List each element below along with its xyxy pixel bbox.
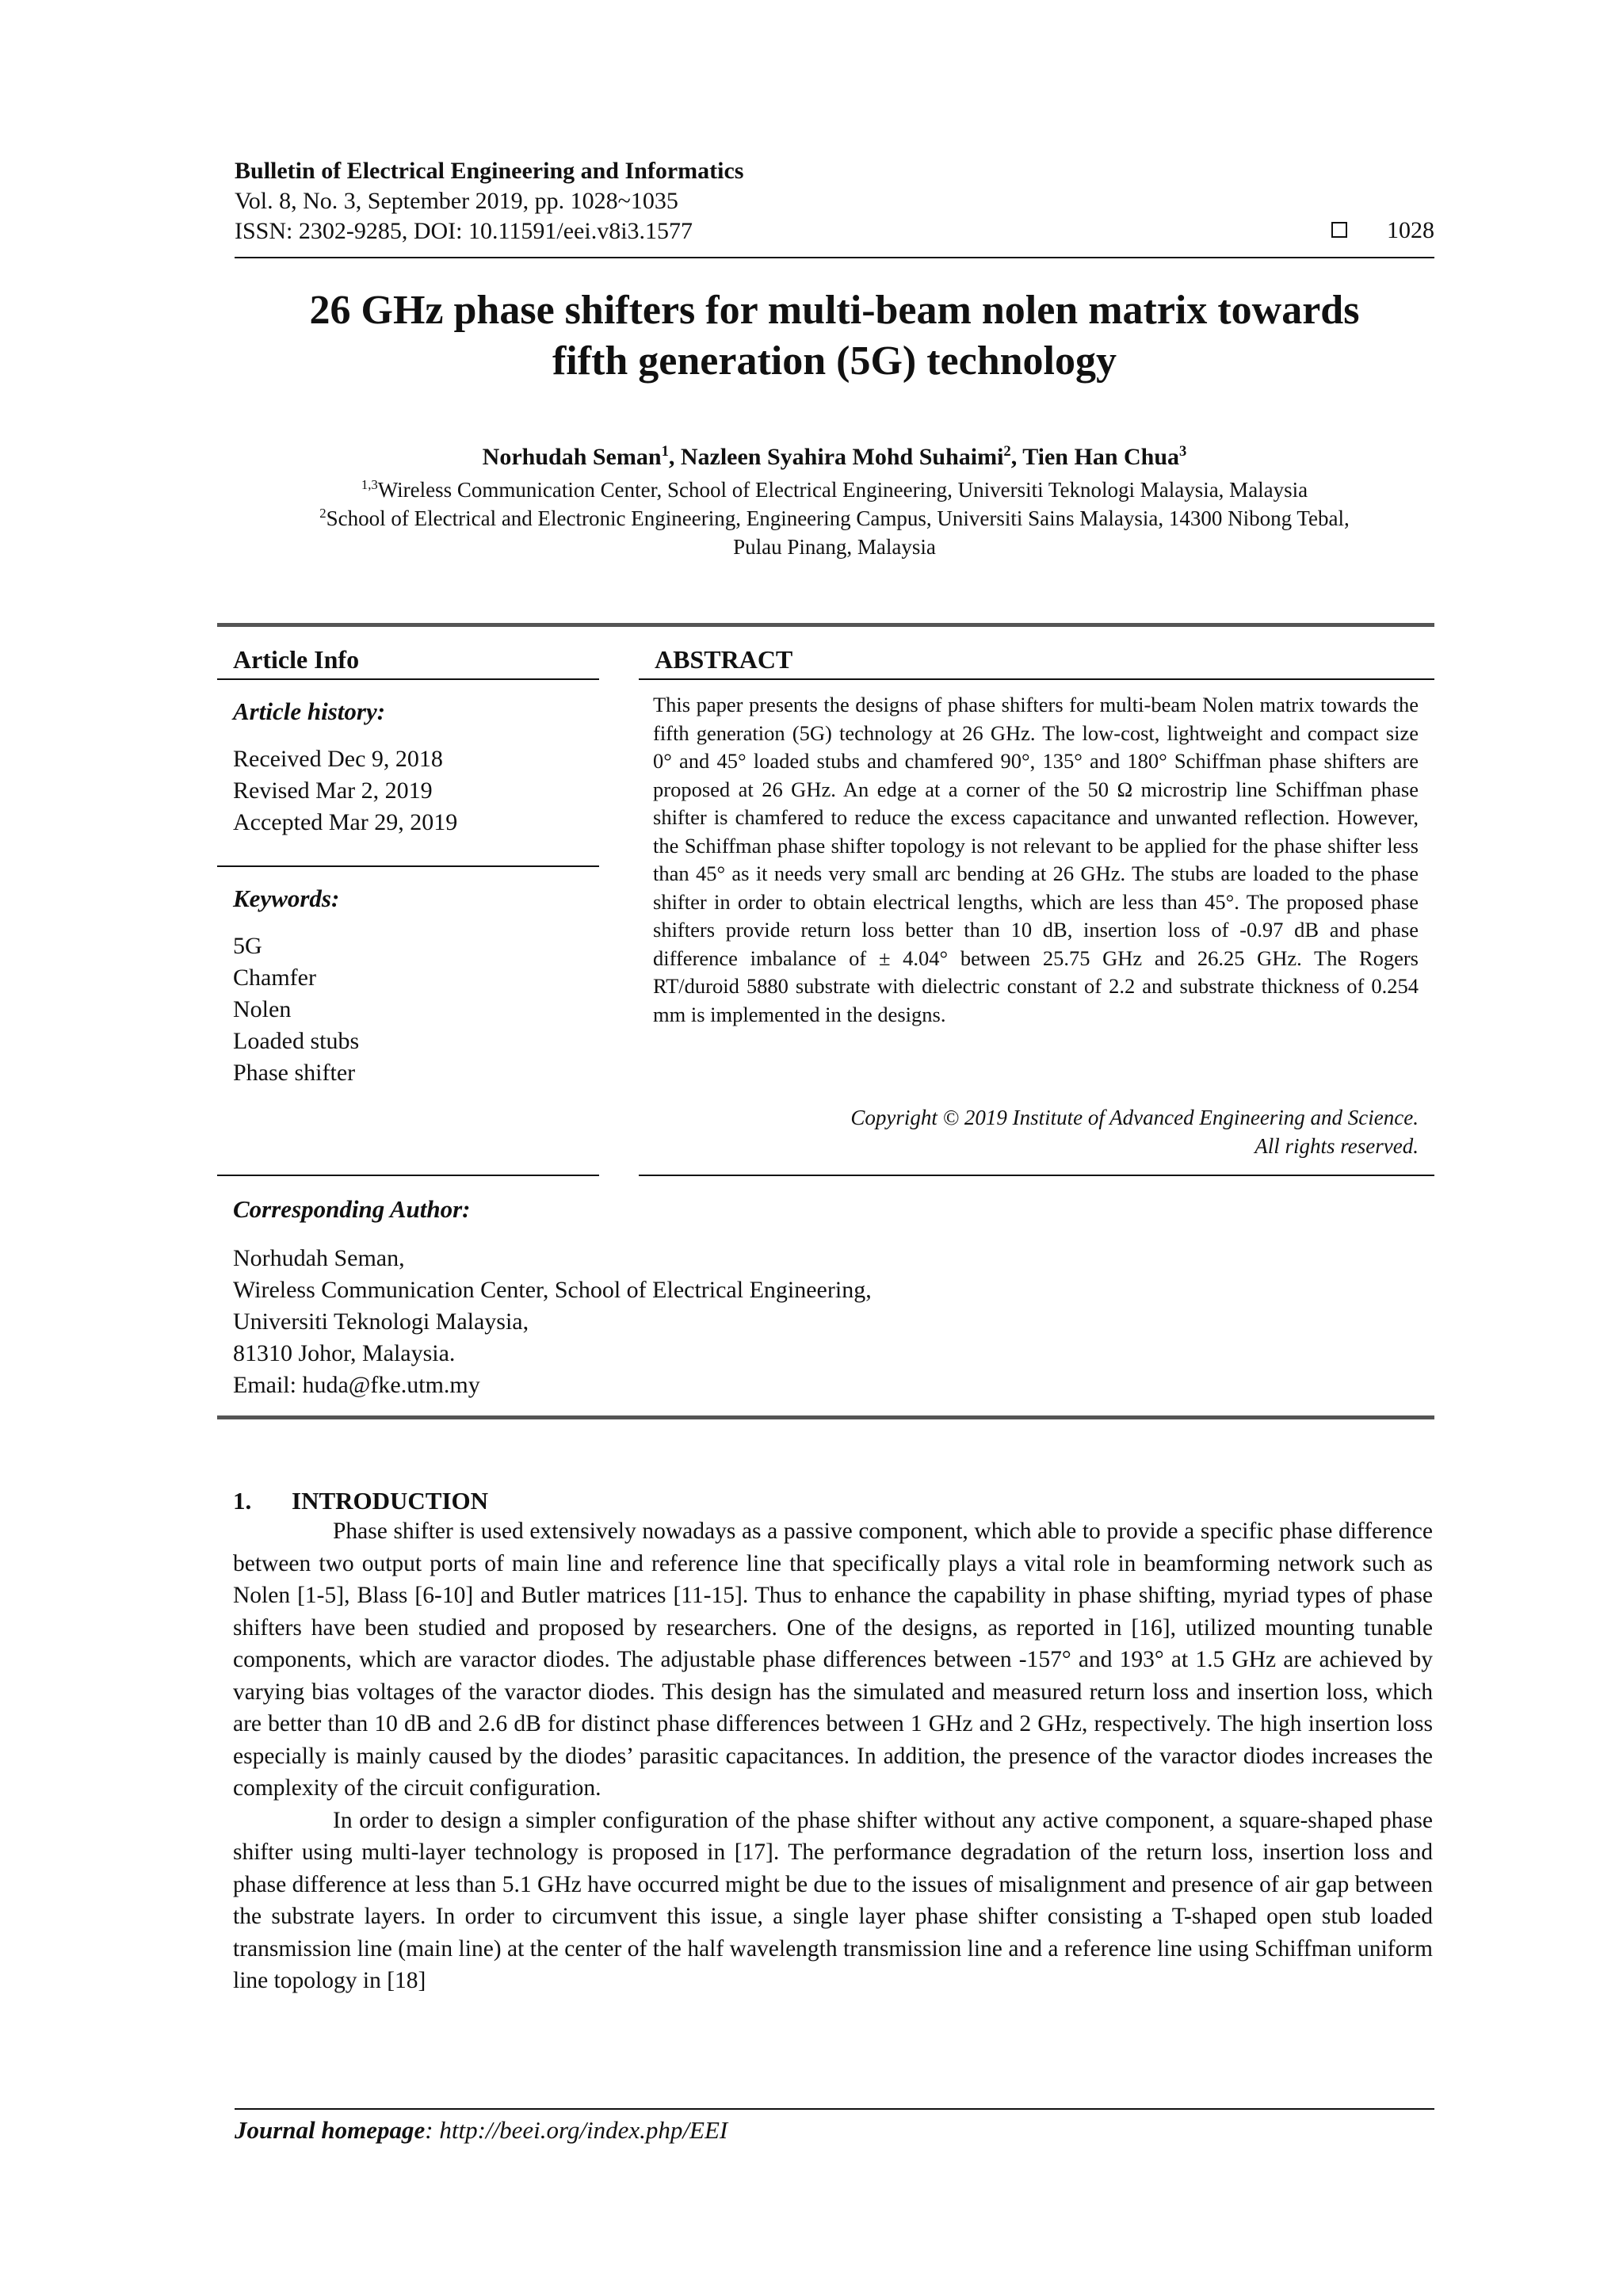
abstract-heading: ABSTRACT: [655, 645, 793, 674]
section-bottom-rule: [217, 1415, 1434, 1419]
abstract-rule: [639, 678, 1434, 680]
author-sup: 1: [661, 443, 669, 460]
title-line-1: 26 GHz phase shifters for multi-beam nolen matrix towards: [309, 288, 1360, 333]
history-heading: Article history:: [233, 697, 386, 725]
corresponding-email: Email: huda@fke.utm.my: [233, 1372, 480, 1398]
volume-info: Vol. 8, No. 3, September 2019, pp. 1028~1035: [235, 188, 678, 214]
checkbox-square-icon: [1331, 222, 1347, 238]
keyword: Nolen: [233, 996, 292, 1022]
author-sup: 2: [1003, 443, 1011, 460]
paragraph: In order to design a simpler configuration of the phase shifter without any active component, a square-shaped phase shifter using multi-layer technology is proposed in [17]. The performance degradation of the return loss, insertion loss and phase difference at less than 5.1 GHz have occurred might be due to the issues of misalignment and presence of air gap between the substrate layers. In order to circumvent this issue, a single layer phase shifter consisting a T-shaped open stub loaded transmission line (main line) at the center of the half wavelength transmission line and a reference line using Schiffman uniform line topology in [18]: [233, 1807, 1433, 1993]
history-item: Received Dec 9, 2018: [233, 746, 443, 772]
abstract-text: This paper presents the designs of phase shifters for multi-beam Nolen matrix towards the fifth generation (5G) technology at 26 GHz. The low-cost, lightweight and compact size 0° and 45° loaded stubs and chamfered 90°, 135° and 180° Schiffman phase shifters are proposed at 26 GHz. An edge at a corner of the 50 Ω microstrip line Schiffman phase shifter is chamfered to reduce the excess capacitance and unwanted reflection. However, the Schiffman phase shifter topology is not relevant to be applied for the phase shifter less than 45° as it needs very small arc bending at 26 GHz. The stubs are loaded to the phase shifter in order to obtain electrical lengths, which are less than 45°. The proposed phase shifters provide return loss better than 10 dB, insertion loss of -0.97 dB and phase difference imbalance of ± 4.04° between 25.75 GHz and 26.25 GHz. The Rogers RT/duroid 5880 substrate with dielectric constant of 2.2 and substrate thickness of 0.254 mm is implemented in the designs.: [653, 693, 1419, 1026]
article-info-heading: Article Info: [233, 645, 360, 674]
keywords-heading: Keywords:: [233, 884, 340, 912]
article-info-rule: [217, 678, 599, 680]
title-line-2: fifth generation (5G) technology: [552, 338, 1117, 384]
corresponding-author-block: [233, 1243, 872, 1401]
keyword: Loaded stubs: [233, 1028, 360, 1054]
introduction-heading: [233, 1487, 488, 1515]
history-rule: [217, 865, 599, 867]
corresponding-heading: Corresponding Author:: [233, 1195, 471, 1223]
footer: Journal homepage: http://beei.org/index.php/EEI: [235, 2116, 728, 2144]
section-number: 1.: [233, 1487, 252, 1515]
footer-label: Journal homepage: [235, 2116, 426, 2144]
history-item: Revised Mar 2, 2019: [233, 777, 433, 804]
affiliation-2-continued: Pulau Pinang, Malaysia: [733, 535, 936, 559]
introduction-body: [233, 1515, 1433, 1997]
author-sup: 3: [1179, 443, 1187, 460]
affiliation-1: [235, 476, 1434, 504]
affiliation-text: School of Electrical and Electronic Engineering, Engineering Campus, Universiti Sains Malaysia, 14300 Nibong Tebal,: [326, 506, 1350, 530]
footer-rule: [235, 2108, 1434, 2110]
author-list: Norhudah Seman$^1$, Nazleen Syahira Mohd Suhaimi$^2$, Tien Han Chua$^3$: [482, 443, 1187, 470]
corresponding-line: Norhudah Seman,: [233, 1245, 405, 1271]
rights-line: All rights reserved.: [1254, 1134, 1419, 1158]
keyword: Phase shifter: [233, 1060, 356, 1086]
header-rule: [235, 257, 1434, 258]
corresponding-line: Universiti Teknologi Malaysia,: [233, 1308, 529, 1335]
section-top-rule: [217, 623, 1434, 627]
keyword: Chamfer: [233, 965, 316, 991]
author-name: Tien Han Chua: [1022, 444, 1180, 470]
keywords-list: [233, 930, 359, 1089]
history-item: Accepted Mar 29, 2019: [233, 809, 458, 835]
paper-title: [235, 285, 1434, 387]
author-name: Norhudah Seman: [482, 444, 662, 470]
author-name: Nazleen Syahira Mohd Suhaimi: [680, 444, 1004, 470]
affiliation-2: [235, 504, 1434, 533]
abstract-bottom-rule: [639, 1175, 1434, 1176]
affiliation-sup: 2: [319, 506, 327, 521]
section-title: INTRODUCTION: [292, 1487, 489, 1515]
affiliation-sup: 1,3: [361, 477, 378, 492]
copyright-line: Copyright © 2019 Institute of Advanced Engineering and Science.: [850, 1106, 1419, 1129]
journal-name: Bulletin of Electrical Engineering and Informatics: [235, 158, 744, 184]
history-list: [233, 743, 457, 839]
corresponding-line: 81310 Johor, Malaysia.: [233, 1340, 456, 1366]
homepage-link[interactable]: http://beei.org/index.php/EEI: [439, 2116, 728, 2144]
issn-doi: ISSN: 2302-9285, DOI: 10.11591/eei.v8i3.1577: [235, 218, 693, 244]
info-bottom-rule: [217, 1175, 599, 1176]
keyword: 5G: [233, 933, 262, 959]
affiliation-text: Wireless Communication Center, School of Electrical Engineering, Universiti Teknologi Malaysia, Malaysia: [377, 478, 1308, 502]
page-number: 1028: [1387, 217, 1434, 243]
paragraph: Phase shifter is used extensively nowadays as a passive component, which able to provide a specific phase difference between two output ports of main line and reference line that specifically plays a vital role in beamforming network such as Nolen [1-5], Blass [6-10] and Butler matrices [11-15]. Thus to enhance the capability in phase shifting, myriad types of phase shifters have been studied and proposed by researchers. One of the designs, as reported in [16], utilized mounting tunable components, which are varactor diodes. The adjustable phase differences between -157° and 193° at 1.5 GHz are achieved by varying bias voltages of the varactor diodes. This design has the simulated and measured return loss and insertion loss, which are better than 10 dB and 2.6 dB for distinct phase differences between 1 GHz and 2 GHz, respectively. The high insertion loss especially is mainly caused by the diodes’ parasitic capacitances. In addition, the presence of the varactor diodes increases the complexity of the circuit configuration.: [233, 1519, 1433, 1801]
corresponding-line: Wireless Communication Center, School of Electrical Engineering,: [233, 1277, 872, 1303]
